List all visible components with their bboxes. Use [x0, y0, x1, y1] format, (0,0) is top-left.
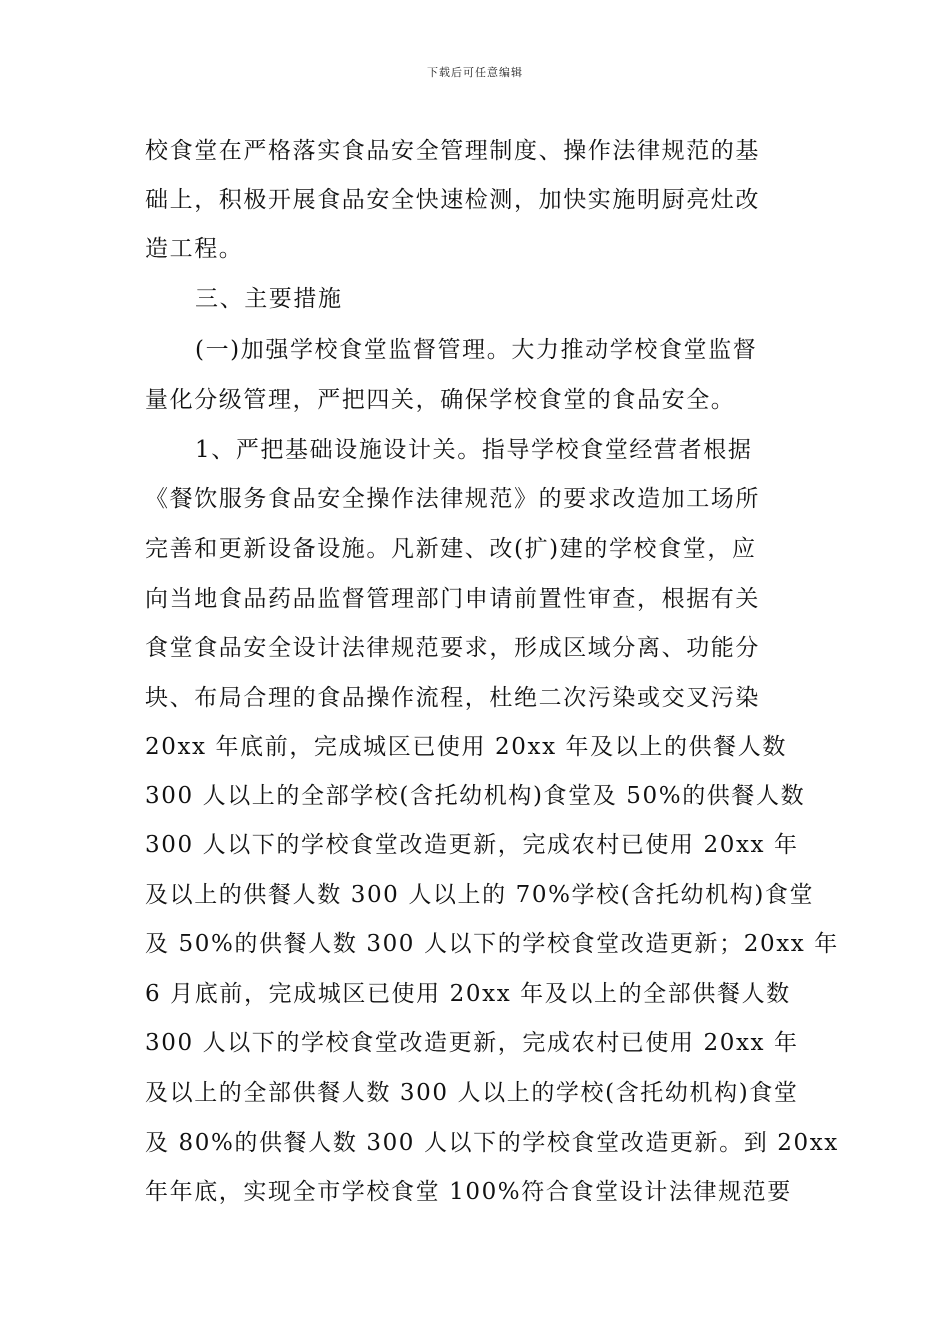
body-line: 及以上的全部供餐人数 300 人以上的学校(含托幼机构)食堂: [145, 1080, 799, 1106]
page-header: 下载后可任意编辑: [427, 66, 523, 79]
body-line: 《餐饮服务食品安全操作法律规范》的要求改造加工场所: [145, 486, 760, 512]
body-line: 300 人以上的全部学校(含托幼机构)食堂及 50%的供餐人数: [145, 783, 806, 809]
body-line: 及以上的供餐人数 300 人以上的 70%学校(含托幼机构)食堂: [145, 882, 815, 908]
body-line: 300 人以下的学校食堂改造更新，完成农村已使用 20xx 年: [145, 1030, 799, 1056]
body-line: 础上，积极开展食品安全快速检测，加快实施明厨亮灶改: [145, 187, 760, 213]
body-line: 6 月底前，完成城区已使用 20xx 年及以上的全部供餐人数: [145, 981, 791, 1007]
body-line: 食堂食品安全设计法律规范要求，形成区域分离、功能分: [145, 635, 760, 661]
subsection-heading: (一)加强学校食堂监督管理。大力推动学校食堂监督: [195, 337, 758, 363]
section-heading: 三、主要措施: [195, 286, 343, 312]
body-line: 及 80%的供餐人数 300 人以下的学校食堂改造更新。到 20xx: [145, 1130, 839, 1156]
body-line: 及 50%的供餐人数 300 人以下的学校食堂改造更新；20xx 年: [145, 931, 839, 957]
body-line: 20xx 年底前，完成城区已使用 20xx 年及以上的供餐人数: [145, 734, 787, 760]
body-line: 1、严把基础设施设计关。指导学校食堂经营者根据: [195, 437, 753, 463]
body-line: 造工程。: [145, 236, 244, 262]
body-line: 300 人以下的学校食堂改造更新，完成农村已使用 20xx 年: [145, 832, 799, 858]
body-line: 块、布局合理的食品操作流程，杜绝二次污染或交叉污染: [145, 685, 760, 711]
body-line: 校食堂在严格落实食品安全管理制度、操作法律规范的基: [145, 138, 760, 164]
body-line: 年年底，实现全市学校食堂 100%符合食堂设计法律规范要: [145, 1179, 792, 1205]
body-line: 量化分级管理，严把四关，确保学校食堂的食品安全。: [145, 387, 736, 413]
body-line: 向当地食品药品监督管理部门申请前置性审查，根据有关: [145, 586, 760, 612]
body-line: 完善和更新设备设施。凡新建、改(扩)建的学校食堂，应: [145, 536, 757, 562]
